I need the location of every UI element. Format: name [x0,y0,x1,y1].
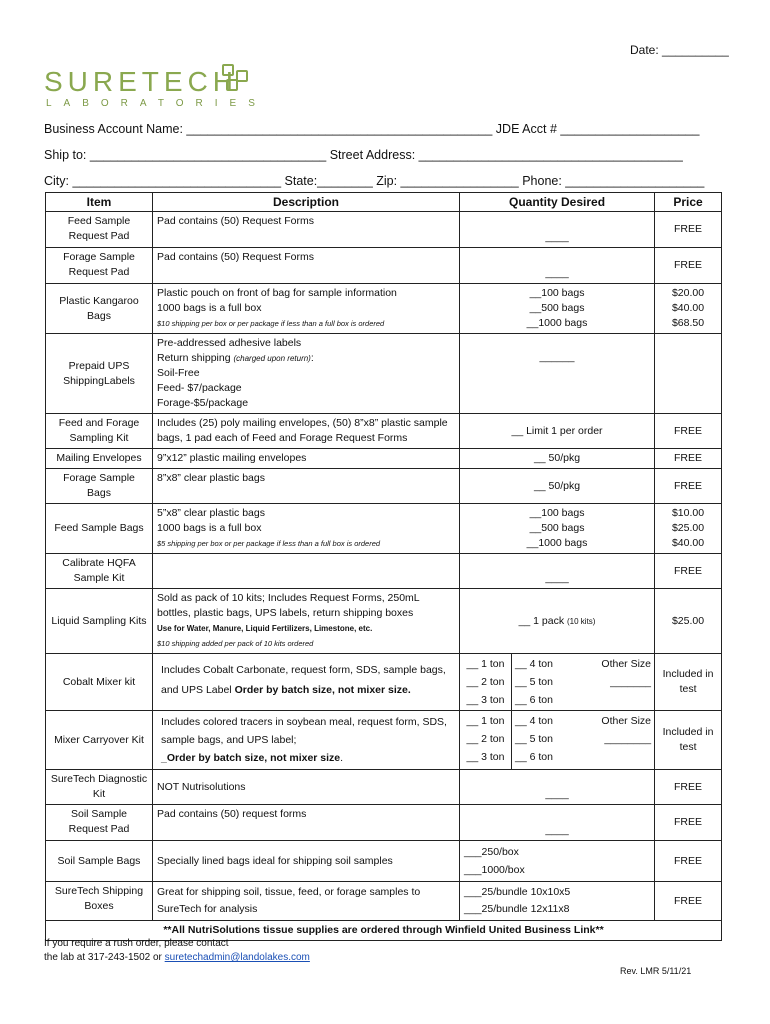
description-line: Plastic pouch on front of bag for sample information [157,287,397,299]
quantity-field[interactable] [460,882,655,921]
shipping-note: $10 shipping per box or per package if less than a full box is ordered [157,319,385,328]
price-cell [655,334,722,414]
description-cell [153,504,460,554]
item-cell: Mixer Carryover Kit [46,711,153,770]
contact-note [44,937,310,965]
quantity-option[interactable]: ___1000/box [464,864,525,876]
item-cell: SureTech Shipping Boxes [46,882,153,921]
table-row [46,711,722,770]
business-account-line[interactable]: Business Account Name: ____________________________________________ JDE Acct # ____________________ [44,122,700,136]
price-cell: Included in test [655,711,722,770]
item-cell: Cobalt Mixer kit [46,654,153,711]
description-note: (charged upon return) [233,354,311,363]
contact-line [44,951,310,965]
table-row [46,882,722,921]
table-row [46,805,722,841]
description-text: : [310,352,314,364]
description-cell: Pad contains (50) Request Forms [153,212,460,248]
description-line: Feed- $7/package [157,382,242,394]
revision-label: Rev. LMR 5/11/21 [620,966,692,976]
shipping-note: $5 shipping per box or per package if less than a full box is ordered [157,539,381,548]
quantity-field[interactable]: __ Limit 1 per order [460,414,655,449]
ton-option[interactable]: __ 2 ton [466,733,505,745]
quantity-option[interactable]: __100 bags [529,287,585,299]
ton-options-left[interactable] [460,711,512,770]
item-cell: Prepaid UPS ShippingLabels [46,334,153,414]
table-row [46,504,722,554]
price-cell: FREE [655,449,722,469]
table-row [46,334,722,414]
price-cell [655,504,722,554]
description-text: Includes Cobalt Carbonate, request form, SDS, sample bags, and UPS Label [161,664,446,696]
price-cell: FREE [655,805,722,841]
price-value: $25.00 [671,522,705,534]
ton-option[interactable]: __ 3 ton [466,694,505,706]
quantity-note: (10 kits) [567,616,596,626]
price-cell [655,284,722,334]
quantity-option[interactable]: __100 bags [529,507,585,519]
price-value: $10.00 [671,507,705,519]
quantity-option[interactable]: ___25/bundle 10x10x5 [464,886,571,898]
description-cell: 8”x8” clear plastic bags [153,469,460,504]
ton-option[interactable]: __ 1 ton [466,715,505,727]
table-row [46,554,722,589]
item-cell: Soil Sample Bags [46,841,153,882]
item-cell: Feed and Forage Sampling Kit [46,414,153,449]
price-cell: FREE [655,770,722,805]
item-cell: Soil Sample Request Pad [46,805,153,841]
item-cell: Calibrate HQFA Sample Kit [46,554,153,589]
item-cell: SureTech Diagnostic Kit [46,770,153,805]
email-link[interactable]: suretechadmin@landolakes.com [164,952,310,963]
description-cell [153,589,460,654]
quantity-option[interactable]: ___250/box [464,846,519,858]
description-text: . [340,752,344,764]
description-line: 1000 bags is a full box [157,302,262,314]
contact-line: If you require a rush order, please contact [44,938,229,949]
description-cell: Pad contains (50) request forms [153,805,460,841]
logo-square-icon [226,79,238,91]
table-row [46,589,722,654]
description-text: Includes colored tracers in soybean meal, request form, SDS, sample bags, and UPS label; [161,716,447,746]
quantity-field[interactable] [460,504,655,554]
item-cell: Feed Sample Bags [46,504,153,554]
description-cell: Includes (25) poly mailing envelopes, (50) 8”x8” plastic sample bags, 1 pad each of Feed and Forage Request Forms [153,414,460,449]
quantity-field[interactable]: ____ [460,248,655,284]
description-line: Sold as pack of 10 kits; Includes Request Forms, 250mL bottles, plastic bags, UPS labels, return shipping boxes [157,592,420,619]
quantity-option[interactable]: ___25/bundle 12x11x8 [464,903,570,915]
other-size-label: Other Size [601,658,652,670]
table-row [46,248,722,284]
suretech-logo [44,62,267,112]
ton-option[interactable]: __ 6 ton [515,751,553,763]
description-cell: Specially lined bags ideal for shipping soil samples [153,841,460,882]
ton-option[interactable]: __ 2 ton [466,676,505,688]
price-value: $40.00 [671,537,705,549]
description-cell: Pad contains (50) Request Forms [153,248,460,284]
quantity-field[interactable]: __ 50/pkg [460,449,655,469]
quantity-option[interactable]: __1000 bags [526,537,588,549]
ton-option[interactable]: __ 5 ton [515,733,553,745]
quantity-field[interactable]: ____ [460,554,655,589]
ton-options-right[interactable] [512,711,655,770]
table-row [46,770,722,805]
header-price: Price [655,193,722,212]
contact-text: the lab at 317-243-1502 or [44,952,165,963]
price-cell: FREE [655,841,722,882]
price-value: $40.00 [671,302,705,314]
description-bold: Order by batch size, not mixer size. [234,684,411,696]
ton-option[interactable]: __ 3 ton [466,751,505,763]
usage-note: Use for Water, Manure, Liquid Fertilizers, Limestone, etc. [157,624,373,633]
header-item: Item [46,193,153,212]
ton-option[interactable]: __ 1 ton [466,658,505,670]
item-cell: Plastic Kangaroo Bags [46,284,153,334]
other-size-field[interactable]: _______ [610,676,652,688]
ton-option[interactable]: __ 4 ton [515,715,553,727]
item-cell: Forage Sample Request Pad [46,248,153,284]
ton-options-right[interactable] [512,654,655,711]
table-row [46,212,722,248]
description-cell: NOT Nutrisolutions [153,770,460,805]
quantity-field[interactable] [460,841,655,882]
description-line: 1000 bags is a full box [157,522,262,534]
description-cell [153,334,460,414]
shipping-note: $10 shipping added per pack of 10 kits ordered [157,639,314,648]
description-cell [153,554,460,589]
quantity-field[interactable]: ____ [460,770,655,805]
quantity-option[interactable]: __500 bags [529,302,585,314]
description-line [157,351,455,366]
ton-option[interactable]: __ 5 ton [515,676,553,688]
ton-option[interactable]: __ 4 ton [515,658,553,670]
other-size-label: Other Size [601,715,652,727]
table-row [46,654,722,711]
table-row [46,449,722,469]
price-cell: FREE [655,212,722,248]
logo-square-icon [222,64,234,76]
table-row [46,414,722,449]
description-line: Soil-Free [157,367,200,379]
price-cell: FREE [655,248,722,284]
quantity-text[interactable]: __ 1 pack [518,614,568,627]
ton-options-left[interactable] [460,654,512,711]
quantity-field[interactable] [460,589,655,654]
item-cell: Mailing Envelopes [46,449,153,469]
quantity-option[interactable]: __1000 bags [526,317,588,329]
ton-option[interactable]: __ 6 ton [515,694,553,706]
logo-wordmark: SURETECH [44,66,239,97]
quantity-option[interactable]: __500 bags [529,522,585,534]
description-cell: Great for shipping soil, tissue, feed, or forage samples to SureTech for analysis [153,882,460,921]
item-cell: Liquid Sampling Kits [46,589,153,654]
table-row [46,284,722,334]
item-cell: Feed Sample Request Pad [46,212,153,248]
description-cell [153,654,460,711]
header-description: Description [153,193,460,212]
table-header-row [46,193,722,212]
price-value: $68.50 [671,317,705,329]
quantity-field[interactable]: ______ [460,334,655,414]
quantity-field[interactable] [460,284,655,334]
description-line: 5”x8” clear plastic bags [157,507,265,519]
quantity-field[interactable]: ____ [460,212,655,248]
description-cell [153,284,460,334]
city-state-zip-line[interactable]: City: ______________________________ State:________ Zip: _________________ Phone: ____________________ [44,174,705,188]
other-size-field[interactable]: ________ [604,733,652,745]
description-bold: _Order by batch size, not mixer size [161,752,341,764]
header-quantity: Quantity Desired [460,193,655,212]
table-row [46,469,722,504]
table-row [46,841,722,882]
order-form-table [45,192,722,941]
description-text: Return shipping [157,352,234,364]
price-cell: $25.00 [655,589,722,654]
date-field: Date: __________ [630,43,729,57]
price-cell: Included in test [655,654,722,711]
price-cell: FREE [655,469,722,504]
logo-subtitle: LABORATORIES [46,98,267,109]
quantity-field[interactable]: ____ [460,805,655,841]
description-line: Pre-addressed adhesive labels [157,337,302,349]
item-cell: Forage Sample Bags [46,469,153,504]
footer-note: **All NutriSolutions tissue supplies are ordered through Winfield United Business Link** [46,921,722,941]
description-cell: 9”x12” plastic mailing envelopes [153,449,460,469]
ship-to-line[interactable]: Ship to: __________________________________ Street Address: ______________________________________ [44,148,683,162]
price-cell: FREE [655,414,722,449]
description-line: Forage-$5/package [157,397,249,409]
quantity-field[interactable]: __ 50/pkg [460,469,655,504]
description-cell [153,711,460,770]
price-value: $20.00 [671,287,705,299]
price-cell: FREE [655,554,722,589]
price-cell: FREE [655,882,722,921]
